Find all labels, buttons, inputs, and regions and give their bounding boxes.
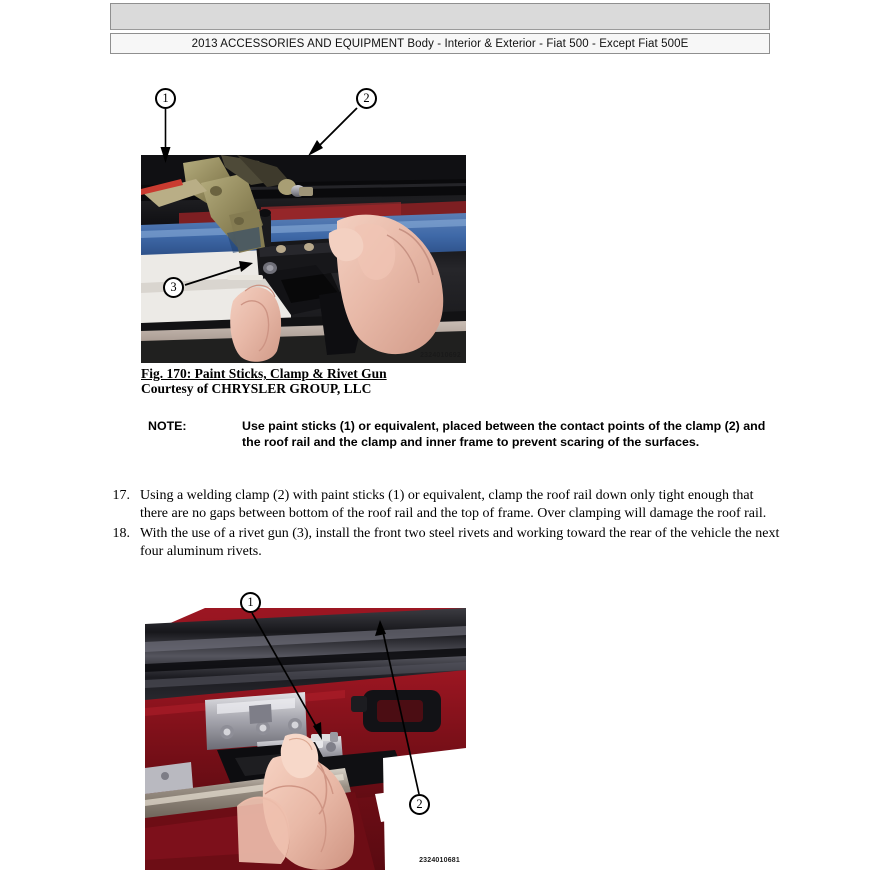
- figure-1-callout-2: 2: [356, 88, 377, 109]
- figure-1-callout-3: 3: [163, 277, 184, 298]
- figure-2-rivet-installation: [145, 592, 470, 870]
- step-number: 18.: [112, 526, 130, 541]
- figure-1-leader-3: [141, 88, 481, 378]
- figure-2-leader-2: [145, 592, 470, 870]
- step-item: [112, 525, 780, 560]
- figure-2-callout-1: 1: [240, 592, 261, 613]
- page-header: [110, 3, 770, 54]
- figure-2-watermark: 2324010681: [419, 857, 460, 864]
- step-number: 17.: [112, 488, 130, 503]
- figure-1-callout-1: 1: [155, 88, 176, 109]
- step-text: Using a welding clamp (2) with paint sticks (1) or equivalent, clamp the roof rail down only tight enough that there are no gaps between bottom of the roof rail and the top of frame. Over clamping will damage the roof rail.: [140, 488, 767, 521]
- figure-1-watermark: 2324010692: [420, 352, 461, 359]
- note-text: Use paint sticks (1) or equivalent, placed between the contact points of the clamp (2) and the roof rail and the clamp and inner frame to prevent scaring of the surfaces.: [242, 419, 766, 450]
- figure-1-caption-courtesy: Courtesy of CHRYSLER GROUP, LLC: [141, 381, 372, 396]
- step-item: [112, 487, 780, 522]
- figure-2-callout-2: 2: [409, 794, 430, 815]
- figure-1-caption-title: Fig. 170: Paint Sticks, Clamp & Rivet Gun: [141, 366, 387, 381]
- note-label: NOTE:: [148, 419, 187, 433]
- step-text: With the use of a rivet gun (3), install the front two steel rivets and working toward the rear of the vehicle the next four aluminum rivets.: [140, 526, 780, 559]
- header-title-bar: [110, 33, 770, 54]
- note-block: [148, 418, 778, 450]
- header-toolbar-bar: [110, 3, 770, 30]
- page-title: 2013 ACCESSORIES AND EQUIPMENT Body - Interior & Exterior - Fiat 500 - Except Fiat 500E: [191, 37, 689, 50]
- procedure-steps: [112, 487, 780, 563]
- figure-paint-sticks-clamp-rivet-gun: [141, 88, 481, 378]
